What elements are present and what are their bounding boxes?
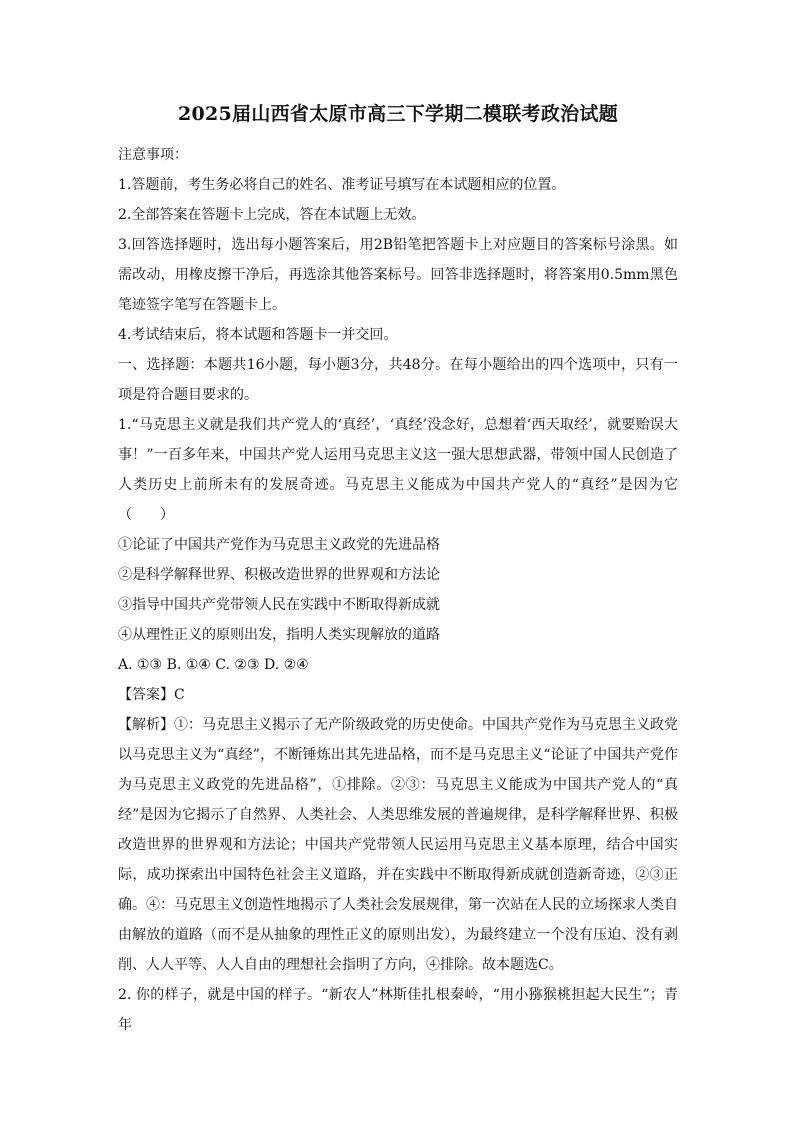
- question-1-option-1: ①论证了中国共产党作为马克思主义政党的先进品格: [118, 537, 440, 553]
- question-1-stem: 1.“马克思主义就是我们共产党人的‘真经’，‘真经’没念好，总想着‘西天取经’，就要贻误大事！”一百多年来，中国共产党人运用马克思主义这一强大思想武器，带领中国人民创造了人类历史上前所未有的发展奇迹。马克思主义能成为中国共产党人的“真经”是因为它（ ）: [118, 417, 678, 523]
- page-title: 2025届山西省太原市高三下学期二模联考政治试题: [177, 103, 619, 125]
- notice-item-1: 1.答题前，考生务必将自己的姓名、准考证号填写在本试题相应的位置。: [118, 177, 566, 193]
- notice-item-4: 4.考试结束后，将本试题和答题卡一并交回。: [118, 327, 398, 343]
- question-1-option-4: ④从理性正义的原则出发，指明人类实现解放的道路: [118, 627, 440, 643]
- question-2-stem: 2. 你的样子，就是中国的样子。“新农人”林斯佳扎根秦岭，“用小猕猴桃担起大民生”；青年: [118, 987, 678, 1033]
- notice-item-3: 3.回答选择题时，选出每小题答案后，用2B铅笔把答题卡上对应题目的答案标号涂黑。如需改动，用橡皮擦干净后，再选涂其他答案标号。回答非选择题时，将答案用0.5mm黑色笔迹签字笔写在答题卡上。: [118, 237, 678, 313]
- question-1-option-3: ③指导中国共产党带领人民在实践中不断取得新成就: [118, 597, 440, 613]
- question-1-choices: A. ①③ B. ①④ C. ②③ D. ②④: [118, 657, 309, 673]
- notice-heading: 注意事项：: [118, 147, 188, 163]
- document-page: [118, 100, 678, 1040]
- question-1-answer: 【答案】C: [118, 687, 185, 703]
- notice-item-2: 2.全部答案在答题卡上完成，答在本试题上无效。: [118, 207, 426, 223]
- question-1-option-2: ②是科学解释世界、积极改造世界的世界观和方法论: [118, 567, 440, 583]
- question-1-analysis: 【解析】①：马克思主义揭示了无产阶级政党的历史使命。中国共产党作为马克思主义政党以马克思主义为“真经”，不断锤炼出其先进品格，而不是马克思主义“论证了中国共产党作为马克思主义政党的先进品格”，①排除。②③：马克思主义能成为中国共产党人的“真经”是因为它揭示了自然界、人类社会、人类思维发展的普遍规律，是科学解释世界、积极改造世界的世界观和方法论；中国共产党带领人民运用马克思主义基本原理，结合中国实际，成功探索出中国特色社会主义道路，并在实践中不断取得新成就创造新奇迹，②③正确。④：马克思主义创造性地揭示了人类社会发展规律，第一次站在人民的立场探求人类自由解放的道路（而不是从抽象的理性正义的原则出发），为最终建立一个没有压迫、没有剥削、人人平等、人人自由的理想社会指明了方向，④排除。故本题选C。: [118, 717, 678, 973]
- section-heading: 一、选择题：本题共16小题，每小题3分，共48分。在每小题给出的四个选项中，只有一项是符合题目要求的。: [118, 357, 678, 403]
